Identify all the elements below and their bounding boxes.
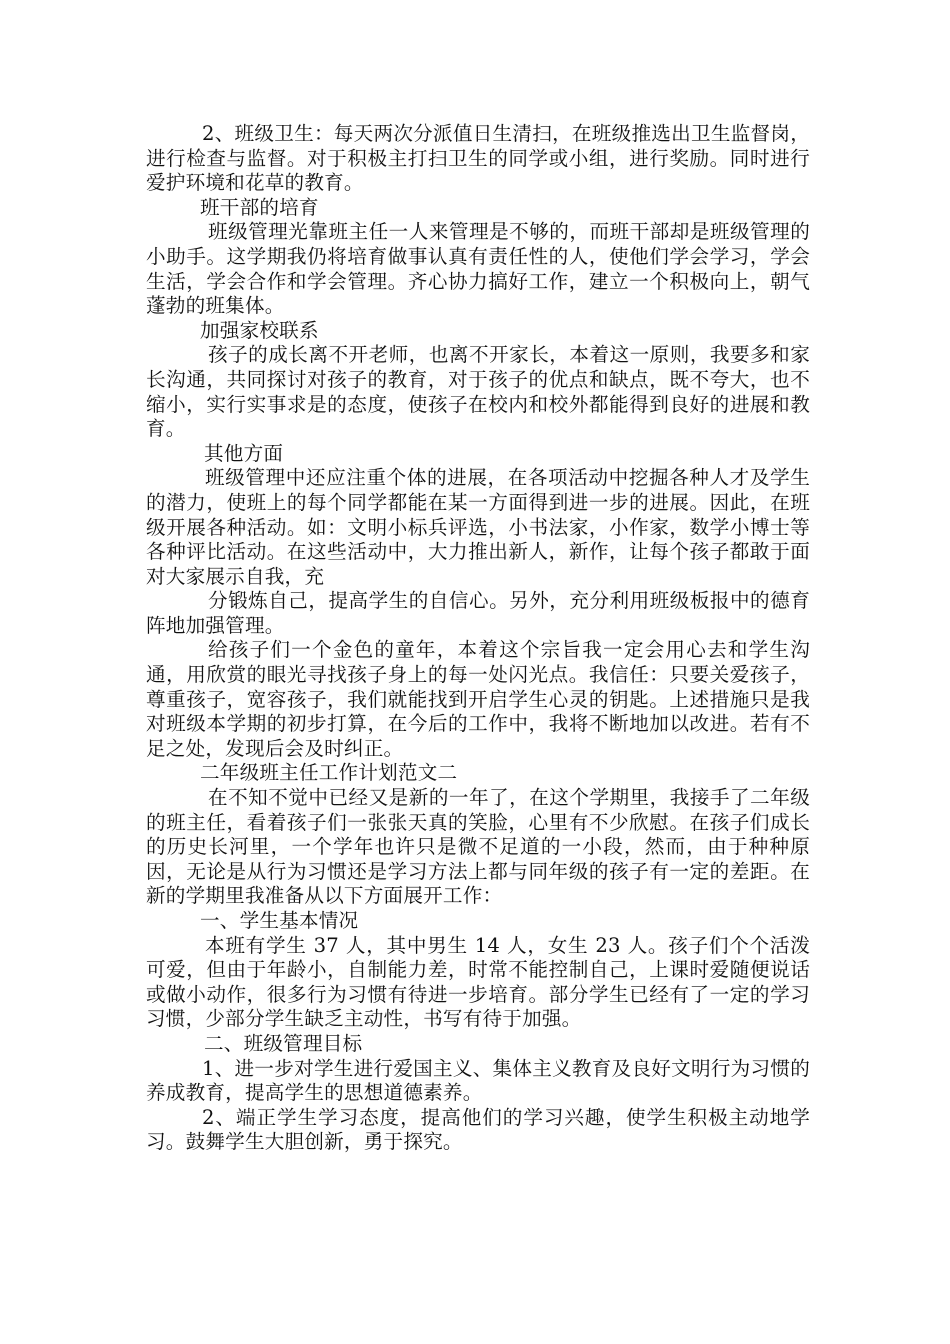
document-body xyxy=(146,122,810,1155)
paragraph-student-info: 本班有学生 37 人，其中男生 14 人，女生 23 人。孩子们个个活泼可爱，但由于年龄小，自制能力差，时常不能控制自己，上课时爱随便说话或做小动作，很多行为习惯有待进一步培育。部分学生已经有了一定的学习习惯，少部分学生缺乏主动性，书写有待于加强。 xyxy=(146,933,810,1031)
section-heading-other: 其他方面 xyxy=(204,441,284,465)
section-heading-class-cadre: 班干部的培育 xyxy=(200,195,319,219)
paragraph-goal-one: 1、进一步对学生进行爱国主义、集体主义教育及良好文明行为习惯的养成教育，提高学生的思想道德素养。 xyxy=(146,1056,810,1105)
section-heading-management-goals: 二、班级管理目标 xyxy=(204,1031,363,1055)
paragraph-self-confidence: 分锻炼自己，提高学生的自信心。另外，充分利用班级板报中的德育阵地加强管理。 xyxy=(146,589,810,637)
paragraph-home-school: 孩子的成长离不开老师，也离不开家长，本着这一原则，我要多和家长沟通，共同探讨对孩子的教育，对于孩子的优点和缺点，既不夸大，也不缩小，实行实事求是的态度，使孩子在校内和校外都能得到良好的进展和教育。 xyxy=(146,343,810,441)
paragraph-hygiene: 2、班级卫生：每天两次分派值日生清扫，在班级推选出卫生监督岗，进行检查与监督。对于积极主打扫卫生的同学或小组，进行奖励。同时进行爱护环境和花草的教育。 xyxy=(146,122,810,195)
section-heading-sample-two: 二年级班主任工作计划范文二 xyxy=(200,761,458,785)
paragraph-class-cadre: 班级管理光靠班主任一人来管理是不够的，而班干部却是班级管理的小助手。这学期我仍将培育做事认真有责任性的人，使他们学会学习，学会生活，学会合作和学会管理。齐心协力搞好工作，建立一个积极向上，朝气蓬勃的班集体。 xyxy=(146,220,810,318)
paragraph-golden-childhood: 给孩子们一个金色的童年，本着这个宗旨我一定会用心去和学生沟通，用欣赏的眼光寻找孩子身上的每一处闪光点。我信任：只要关爱孩子，尊重孩子，宽容孩子，我们就能找到开启学生心灵的钥匙。上述措施只是我对班级本学期的初步打算，在今后的工作中，我将不断地加以改进。若有不足之处，发现后会及时纠正。 xyxy=(146,638,810,760)
section-heading-student-info: 一、学生基本情况 xyxy=(200,909,359,932)
paragraph-goal-two: 2、端正学生学习态度，提高他们的学习兴趣，使学生积极主动地学习。鼓舞学生大胆创新，勇于探究。 xyxy=(146,1105,810,1154)
paragraph-new-year-intro: 在不知不觉中已经又是新的一年了，在这个学期里，我接手了二年级的班主任，看着孩子们一张张天真的笑脸，心里有不少欣慰。在孩子们成长的历史长河里，一个学年也许只是微不足道的一小段，然而，由于种种原因，无论是从行为习惯还是学习方法上都与同年级的孩子有一定的差距。在新的学期里我准备从以下方面展开工作： xyxy=(146,786,810,908)
paragraph-other-activities: 班级管理中还应注重个体的进展，在各项活动中挖掘各种人才及学生的潜力，使班上的每个同学都能在某一方面得到进一步的进展。因此，在班级开展各种活动。如：文明小标兵评选，小书法家，小作家，数学小博士等各种评比活动。在这些活动中，大力推出新人，新作，让每个孩子都敢于面对大家展示自我，充 xyxy=(146,466,810,588)
section-heading-home-school: 加强家校联系 xyxy=(200,318,319,342)
